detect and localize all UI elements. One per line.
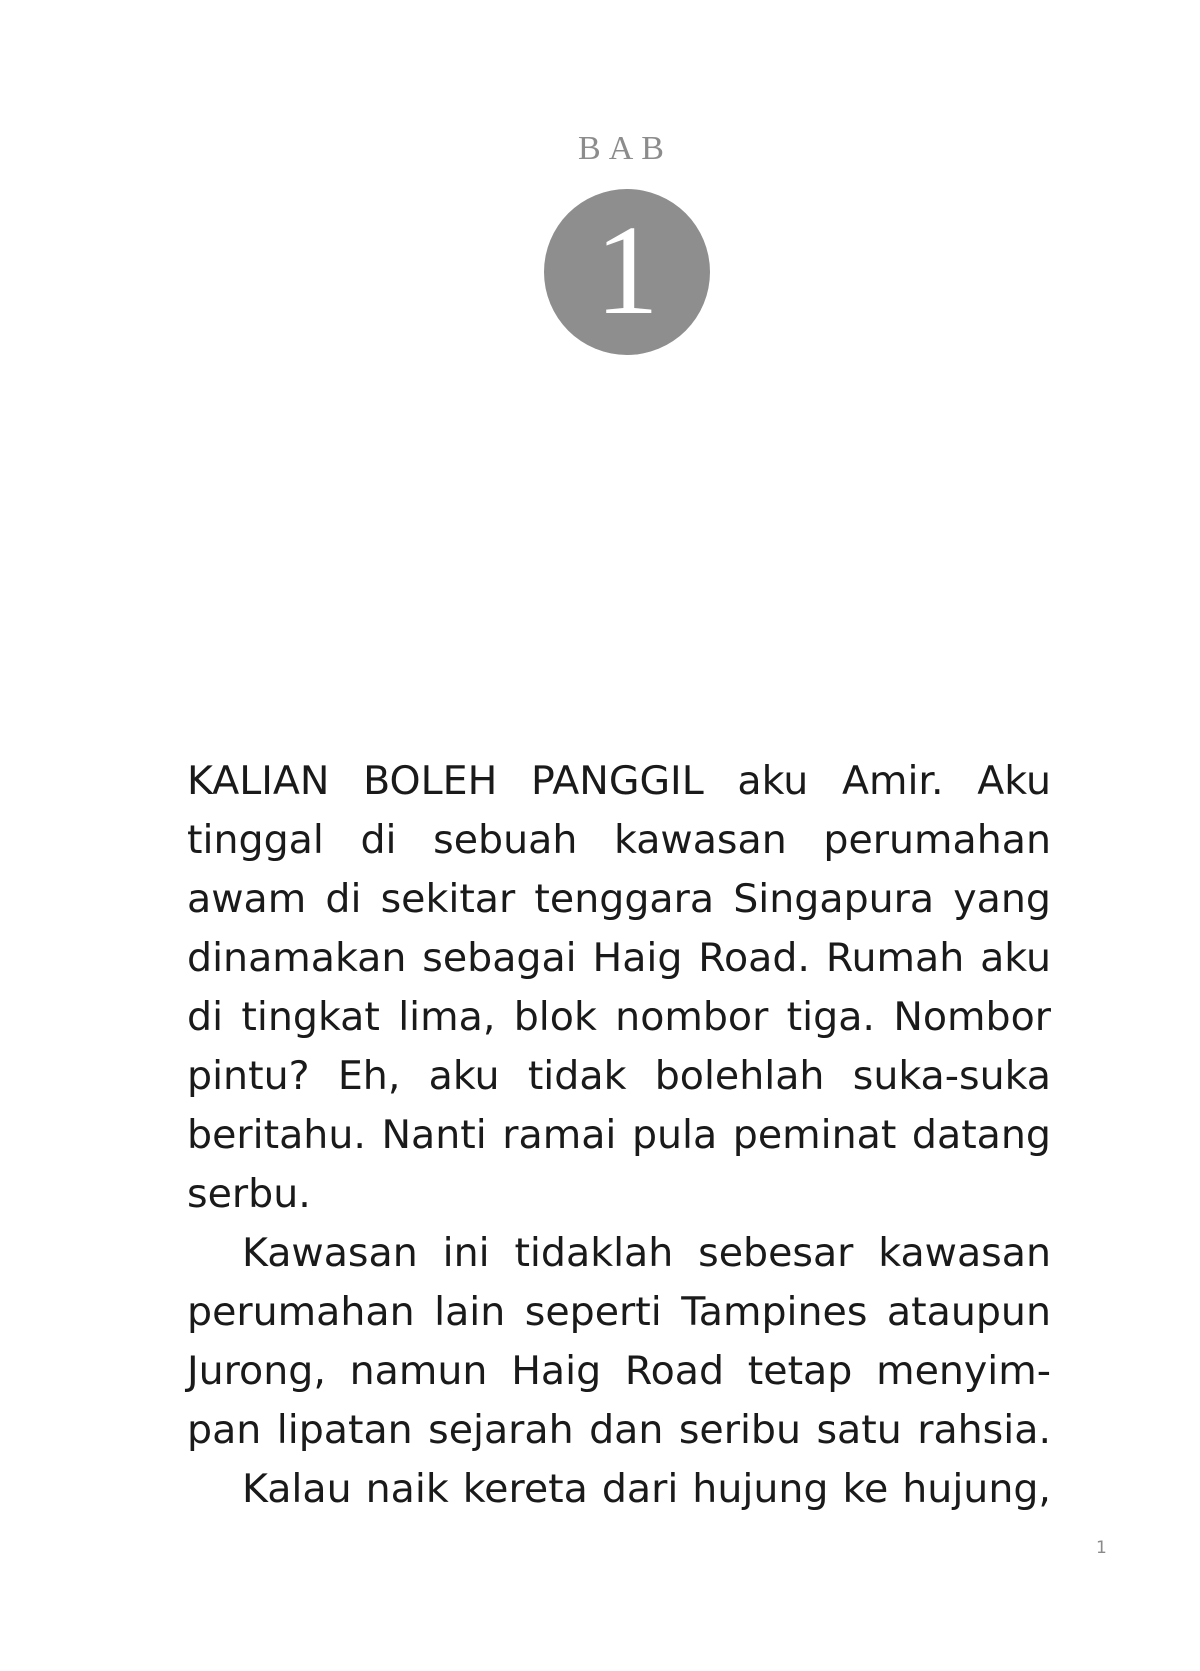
body-line: Jurong, namun Haig Road tetap menyim- xyxy=(187,1348,1051,1394)
body-line: pan lipatan sejarah dan seribu satu rahsia. xyxy=(187,1407,1051,1453)
body-text xyxy=(187,752,1051,1519)
page-number: 1 xyxy=(1096,1538,1107,1558)
chapter-number: 1 xyxy=(595,199,659,341)
body-line: awam di sekitar tenggara Singapura yang xyxy=(187,876,1051,922)
chapter-number-badge xyxy=(544,189,710,355)
body-line: serbu. xyxy=(187,1171,311,1217)
chapter-label: BAB xyxy=(578,130,672,167)
body-line: pintu? Eh, aku tidak bolehlah suka-suka xyxy=(187,1053,1051,1099)
body-line: Kawasan ini tidaklah sebesar kawasan xyxy=(242,1230,1051,1276)
body-line: beritahu. Nanti ramai pula peminat datang xyxy=(187,1112,1051,1158)
body-line: tinggal di sebuah kawasan perumahan xyxy=(187,817,1051,863)
body-line: Kalau naik kereta dari hujung ke hujung, xyxy=(242,1466,1051,1512)
body-line: dinamakan sebagai Haig Road. Rumah aku xyxy=(187,935,1051,981)
body-line: perumahan lain seperti Tampines ataupun xyxy=(187,1289,1051,1335)
body-line: KALIAN BOLEH PANGGIL aku Amir. Aku xyxy=(187,758,1051,804)
body-line: di tingkat lima, blok nombor tiga. Nombor xyxy=(187,994,1051,1040)
